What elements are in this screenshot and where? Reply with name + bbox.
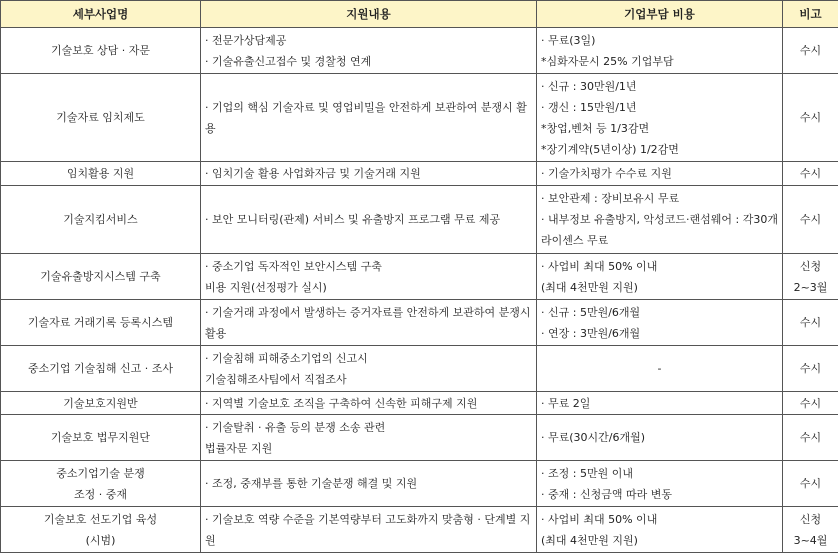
header-remarks: 비고 (783, 1, 838, 28)
remarks-cell: 수시 (783, 461, 838, 507)
cost-cell: · 무료(3일) *심화자문시 25% 기업부담 (537, 28, 783, 74)
support-cell: · 기술보호 역량 수준을 기본역량부터 고도화까지 맞춤형 · 단계별 지원 (201, 507, 537, 553)
table-row (1, 392, 838, 415)
program-name-cell: 기술자료 임치제도 (1, 74, 201, 162)
table-row (1, 74, 838, 162)
header-support-content: 지원내용 (201, 1, 537, 28)
program-name-cell: 중소기업 기술침해 신고 · 조사 (1, 346, 201, 392)
table-row (1, 254, 838, 300)
support-cell: · 전문가상담제공 · 기술유출신고접수 및 경찰청 연계 (201, 28, 537, 74)
cost-cell: · 사업비 최대 50% 이내 (최대 4천만원 지원) (537, 254, 783, 300)
header-program-name: 세부사업명 (1, 1, 201, 28)
remarks-cell: 수시 (783, 28, 838, 74)
remarks-cell: 수시 (783, 300, 838, 346)
remarks-cell: 수시 (783, 392, 838, 415)
table-row (1, 28, 838, 74)
remarks-cell: 수시 (783, 415, 838, 461)
remarks-cell: 신청 3~4월 (783, 507, 838, 553)
support-cell: · 조정, 중재부를 통한 기술분쟁 해결 및 지원 (201, 461, 537, 507)
program-name-cell: 기술지킴서비스 (1, 186, 201, 254)
cost-cell: · 기술가치평가 수수료 지원 (537, 162, 783, 186)
program-name-cell: 기술보호지원반 (1, 392, 201, 415)
remarks-cell: 수시 (783, 346, 838, 392)
cost-cell: · 신규 : 30만원/1년 · 갱신 : 15만원/1년 *창업,벤처 등 1/3감면 *장기계약(5년이상) 1/2감면 (537, 74, 783, 162)
cost-cell: · 보안관제 : 장비보유시 무료 · 내부정보 유출방지, 악성코드·랜섬웨어 : 각30개 라이센스 무료 (537, 186, 783, 254)
program-name-cell: 기술자료 거래기록 등록시스템 (1, 300, 201, 346)
cost-cell: · 조정 : 5만원 이내 · 중재 : 신청금액 따라 변동 (537, 461, 783, 507)
table-row (1, 186, 838, 254)
cost-cell: · 신규 : 5만원/6개월 · 연장 : 3만원/6개월 (537, 300, 783, 346)
table-row (1, 300, 838, 346)
table-row (1, 461, 838, 507)
support-cell: · 임치기술 활용 사업화자금 및 기술거래 지원 (201, 162, 537, 186)
cost-cell: · 무료(30시간/6개월) (537, 415, 783, 461)
program-name-cell: 기술유출방지시스템 구축 (1, 254, 201, 300)
remarks-cell: 수시 (783, 74, 838, 162)
table-row (1, 162, 838, 186)
cost-cell: · 무료 2일 (537, 392, 783, 415)
header-company-cost: 기업부담 비용 (537, 1, 783, 28)
table-row (1, 346, 838, 392)
header-row (1, 1, 838, 28)
program-name-cell: 기술보호 상담 · 자문 (1, 28, 201, 74)
program-name-cell: 기술보호 선도기업 육성 (시범) (1, 507, 201, 553)
support-cell: · 보안 모니터링(관제) 서비스 및 유출방지 프로그램 무료 제공 (201, 186, 537, 254)
support-cell: · 지역별 기술보호 조직을 구축하여 신속한 피해구제 지원 (201, 392, 537, 415)
table-row (1, 415, 838, 461)
support-cell: · 기술탈취 · 유출 등의 분쟁 소송 관련 법률자문 지원 (201, 415, 537, 461)
program-name-cell: 임치활용 지원 (1, 162, 201, 186)
remarks-cell: 신청 2~3월 (783, 254, 838, 300)
support-cell: · 기술거래 과정에서 발생하는 증거자료를 안전하게 보관하여 분쟁시 활용 (201, 300, 537, 346)
program-name-cell: 기술보호 법무지원단 (1, 415, 201, 461)
remarks-cell: 수시 (783, 186, 838, 254)
cost-cell: · 사업비 최대 50% 이내 (최대 4천만원 지원) (537, 507, 783, 553)
support-cell: · 중소기업 독자적인 보안시스템 구축 비용 지원(선정평가 실시) (201, 254, 537, 300)
cost-cell: - (537, 346, 783, 392)
support-cell: · 기술침해 피해중소기업의 신고시 기술침해조사팀에서 직접조사 (201, 346, 537, 392)
support-cell: · 기업의 핵심 기술자료 및 영업비밀을 안전하게 보관하여 분쟁시 활용 (201, 74, 537, 162)
program-name-cell: 중소기업기술 분쟁 조정 · 중재 (1, 461, 201, 507)
remarks-cell: 수시 (783, 162, 838, 186)
